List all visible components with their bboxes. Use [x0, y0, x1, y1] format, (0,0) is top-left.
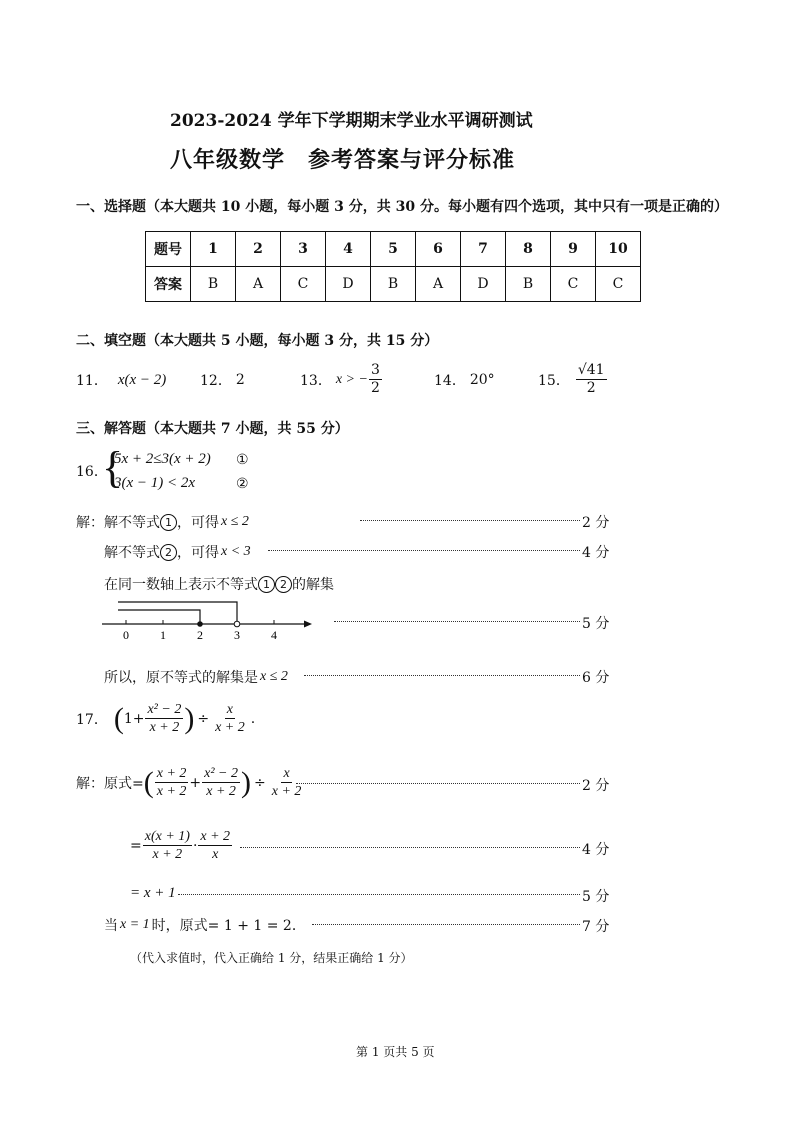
q17-number: 17．	[76, 711, 108, 728]
q12	[200, 368, 245, 392]
numerator: x² − 2	[147, 702, 182, 717]
table-cell: D	[461, 267, 506, 302]
table-cell: 2	[236, 232, 281, 267]
page-footer: 第 1 页共 5 页	[356, 1045, 435, 1059]
table-cell: C	[281, 267, 326, 302]
q16-system-brace: {	[102, 443, 124, 492]
numerator: x	[226, 702, 233, 717]
dotted-leader	[178, 894, 580, 895]
tick-label: 3	[234, 628, 240, 642]
score-label: 4 分	[582, 545, 610, 561]
closed-dot	[197, 621, 203, 627]
q16-conclusion-result: x ≤ 2	[260, 669, 288, 684]
circled-2: 2	[160, 544, 177, 561]
q16-step1-mid: ，可得	[177, 515, 219, 531]
q17-fraction-1	[145, 701, 183, 736]
section2-heading: 二、填空题（本大题共 5 小题，每小题 3 分，共 15 分）	[76, 333, 439, 349]
q16-step1-result: x ≤ 2	[221, 514, 249, 529]
score-label: 4 分	[582, 842, 610, 858]
q16-step3	[104, 574, 334, 594]
q17-step4-d: = 1 + 1 = 2．	[207, 918, 306, 934]
table-cell: A	[416, 267, 461, 302]
denominator: x + 2	[271, 784, 302, 799]
tick-label: 4	[271, 628, 277, 642]
q11	[76, 368, 166, 392]
q13-lhs: x > −	[335, 371, 368, 387]
score-label: 2 分	[582, 515, 610, 531]
denominator: x + 2	[149, 720, 180, 735]
q16-step3-text-b: 的解集	[292, 577, 334, 593]
q14-answer: 20°	[469, 372, 495, 388]
q17-solution-label: 解：原式=	[76, 775, 144, 792]
score-label: 6 分	[582, 670, 610, 686]
q13-fraction	[369, 362, 382, 397]
row-label-answer: 答案	[146, 267, 191, 302]
answer-table	[145, 231, 641, 302]
q11-number: 11．	[76, 373, 108, 389]
q16-step2-result: x < 3	[221, 544, 251, 559]
table-cell: 8	[506, 232, 551, 267]
q17-step3: = x + 1	[130, 885, 176, 901]
denominator: x	[212, 847, 219, 862]
circled-1: 1	[258, 576, 275, 593]
q16-step2	[104, 542, 251, 562]
q15-number: 15．	[538, 372, 570, 389]
q17-step1-fraction-a	[155, 765, 189, 800]
tick-label: 0	[123, 628, 129, 642]
tick-label: 2	[197, 628, 203, 642]
table-cell: 7	[461, 232, 506, 267]
score-label: 5 分	[582, 616, 610, 632]
table-cell: A	[236, 267, 281, 302]
q15-fraction	[576, 362, 607, 397]
denominator: x + 2	[156, 784, 187, 799]
numerator: x(x + 1)	[144, 829, 190, 844]
q17-step4-a: 当	[104, 918, 118, 934]
numerator: x	[283, 766, 290, 781]
number-line-diagram	[100, 596, 320, 644]
dotted-leader	[240, 847, 580, 848]
q16-conclusion	[104, 667, 288, 687]
dotted-leader	[334, 621, 580, 622]
q11-answer: x(x − 2)	[117, 371, 167, 388]
table-cell: C	[551, 267, 596, 302]
table-cell: 3	[281, 232, 326, 267]
q17-step4	[104, 915, 306, 935]
q15	[538, 362, 608, 397]
denominator: x + 2	[206, 784, 236, 799]
q15-denominator: 2	[586, 380, 596, 396]
q13-denominator: 2	[370, 380, 380, 396]
table-cell: 1	[191, 232, 236, 267]
solution-ray-x-le-2	[118, 610, 200, 624]
q17-step4-b: x = 1	[120, 917, 150, 932]
q14-number: 14．	[434, 373, 466, 389]
arrow-right-icon	[304, 621, 312, 628]
dotted-leader	[360, 520, 580, 521]
score-label: 2 分	[582, 778, 610, 794]
denominator: x + 2	[215, 720, 245, 735]
q14	[434, 368, 495, 392]
numerator: x + 2	[200, 829, 231, 844]
section1-heading: 一、选择题（本大题共 10 小题，每小题 3 分，共 30 分。每小题有四个选项，其中只有一项是正确的）	[76, 199, 728, 215]
q16-mark-2: ②	[236, 476, 249, 492]
exam-title: 2023-2024 学年下学期期末学业水平调研测试	[170, 111, 533, 131]
circled-2: 2	[275, 576, 292, 593]
dotted-leader	[268, 550, 580, 551]
table-row	[146, 232, 641, 267]
circled-1: 1	[160, 514, 177, 531]
section3-heading: 三、解答题（本大题共 7 小题，共 55 分）	[76, 421, 349, 437]
q16-number: 16．	[76, 464, 108, 480]
table-cell: B	[506, 267, 551, 302]
table-cell: 5	[371, 232, 416, 267]
q12-answer: 2	[235, 372, 245, 388]
score-label: 7 分	[582, 919, 610, 935]
q17-fraction-2	[213, 701, 247, 736]
q17-problem: 17． ( 1+ $\frac{\text{x² − 2}}{x + 2}$ ) ÷ $\frac{x}{x + 2}$ .	[76, 701, 256, 735]
solution-ray-x-lt-3	[118, 602, 237, 624]
q16-inequality-1: 5x + 2≤3(x + 2)	[114, 451, 211, 467]
q16-inequality-2: 3(x − 1) < 2x	[114, 475, 196, 491]
table-cell: 9	[551, 232, 596, 267]
row-label-number: 题号	[146, 232, 191, 267]
q17-step4-c: 时，原式	[151, 918, 208, 934]
q13-number: 13．	[300, 372, 332, 389]
exam-subtitle: 八年级数学 参考答案与评分标准	[170, 148, 516, 173]
dotted-leader	[296, 783, 580, 784]
dotted-leader	[304, 675, 580, 676]
table-cell: C	[596, 267, 641, 302]
q16-step1-prefix: 解：解不等式	[76, 515, 160, 531]
q17-step2: = $\frac{x(x + 1)}{x + 2}$ · $\frac{x + 2}{x}$	[130, 829, 231, 862]
table-cell: 6	[416, 232, 461, 267]
table-cell: B	[191, 267, 236, 302]
q16-mark-1: ①	[236, 452, 249, 468]
table-cell: B	[371, 267, 416, 302]
q12-number: 12．	[200, 373, 232, 389]
open-dot	[234, 621, 240, 627]
q13	[300, 362, 383, 397]
q16-step2-mid: ，可得	[177, 545, 219, 561]
q17-step2-fraction-b	[198, 828, 232, 863]
denominator: x + 2	[152, 847, 183, 862]
q16-step3-text-a: 在同一数轴上表示不等式	[104, 577, 258, 593]
numerator: x + 2	[156, 766, 187, 781]
q13-numerator: 3	[370, 362, 380, 378]
q16-step1	[76, 512, 249, 532]
q15-numerator: √41	[577, 362, 605, 378]
table-row	[146, 267, 641, 302]
q17-note: （代入求值时，代入正确给 1 分，结果正确给 1 分）	[130, 951, 413, 965]
dotted-leader	[312, 924, 580, 925]
table-cell: 10	[596, 232, 641, 267]
tick-label: 1	[160, 628, 166, 642]
q16-conclusion-text: 所以，原不等式的解集是	[104, 670, 258, 686]
q16-step2-prefix: 解不等式	[104, 545, 160, 561]
table-cell: D	[326, 267, 371, 302]
score-label: 5 分	[582, 889, 610, 905]
q17-step1-fraction-b	[202, 765, 240, 800]
numerator: x² − 2	[204, 766, 238, 781]
table-cell: 4	[326, 232, 371, 267]
q17-step2-fraction-a	[143, 828, 192, 863]
q17-step1: 解：原式= ( $\frac{x + 2}{x + 2}$ + $\frac{\text{x² − 2}}{x + 2}$ ) ÷ $\frac{x}{x + 2}$	[76, 765, 302, 799]
